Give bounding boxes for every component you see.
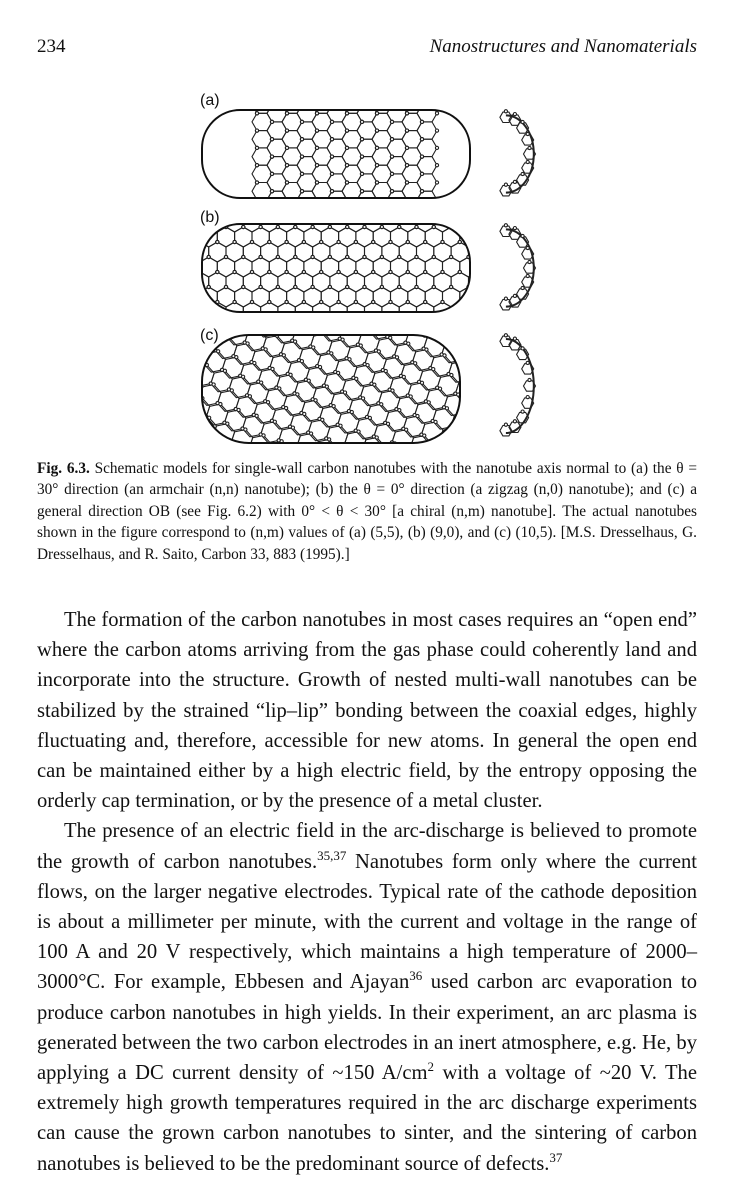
paragraph-2-part-c: used carbon arc evaporation to produce carbon nanotubes in high yields. In their experiment, an arc plasma is generated between the two carbon electrodes in an inert atmosphere, e.g. He, by applying a DC current density of ~150 A/cm [37,971,697,1085]
reference-marker: 36 [409,968,423,984]
superscript-exponent: 2 [427,1059,435,1075]
reference-marker: 37 [549,1149,563,1165]
reference-marker: 35,37 [317,847,347,863]
body-text [37,605,697,1179]
panel-label-b: (b) [200,209,220,226]
caption-label: Fig. 6.3. [37,460,90,477]
zigzag-nanotube-end-view [478,222,540,314]
paragraph-1: The formation of the carbon nanotubes in most cases requires an “open end” where the carbon atoms arriving from the gas phase could coherently land and incorporate into the structure. Growth of nested multi-wall nanotubes can be stabilized by the strained “lip–lip” bonding between the coaxial edges, highly fluctuating and, therefore, accessible for new atoms. In general the open end can be maintained either by a high electric field, by the entropy opposing the orderly cap termination, or by the presence of a metal cluster. [37,609,697,813]
paragraph-2-part-a: The presence of an electric field in the arc-discharge is believed to promote the growth of carbon nanotubes. [37,820,697,873]
running-title: Nanostructures and Nanomaterials [429,36,697,57]
paragraph-2-part-d: with a voltage of ~20 V. The extremely high growth temperatures required in the arc discharge experiments can cause the grown carbon nanotubes to sinter, and the sintering of carbon nanotubes is believed to be the predominant source of defects. [37,1062,697,1175]
paragraph-2-part-b: Nanotubes form only where the current flows, on the larger negative electrodes. Typical rate of the cathode deposition is about a millimeter per minute, with the current and voltage in the range of 100 A and 20 V respectively, which maintains a high temperature of 2000–3000°C. For example, Ebbesen and Ajayan [37,850,698,994]
page-header [37,36,697,64]
panel-label-a: (a) [200,92,220,109]
armchair-nanotube-end-view [478,108,540,200]
paragraph-2 [37,816,697,1178]
figure-caption [37,458,697,565]
chiral-nanotube-end-view [478,330,540,442]
caption-text: Schematic models for single-wall carbon nanotubes with the nanotube axis normal to (a) the θ = 30° direction (an armchair (n,n) nanotube); (b) the θ = 0° direction (a zigzag (n,0) nanotube); and (c) a general direction OB (see Fig. 6.2) with 0° < θ < 30° [a chiral (n,m) nanotube]. The actual nanotubes shown in the figure correspond to (n,m) values of (a) (5,5), (b) (9,0), and (c) (10,5). [M.S. Dresselhaus, G. Dresselhaus, and R. Saito, Carbon 33, 883 (1995).] [37,460,698,563]
armchair-nanotube-model [200,108,472,200]
chiral-nanotube-model [200,333,462,445]
panel-label-c: (c) [200,327,219,344]
zigzag-nanotube-model [200,222,472,314]
page-number: 234 [37,36,66,57]
